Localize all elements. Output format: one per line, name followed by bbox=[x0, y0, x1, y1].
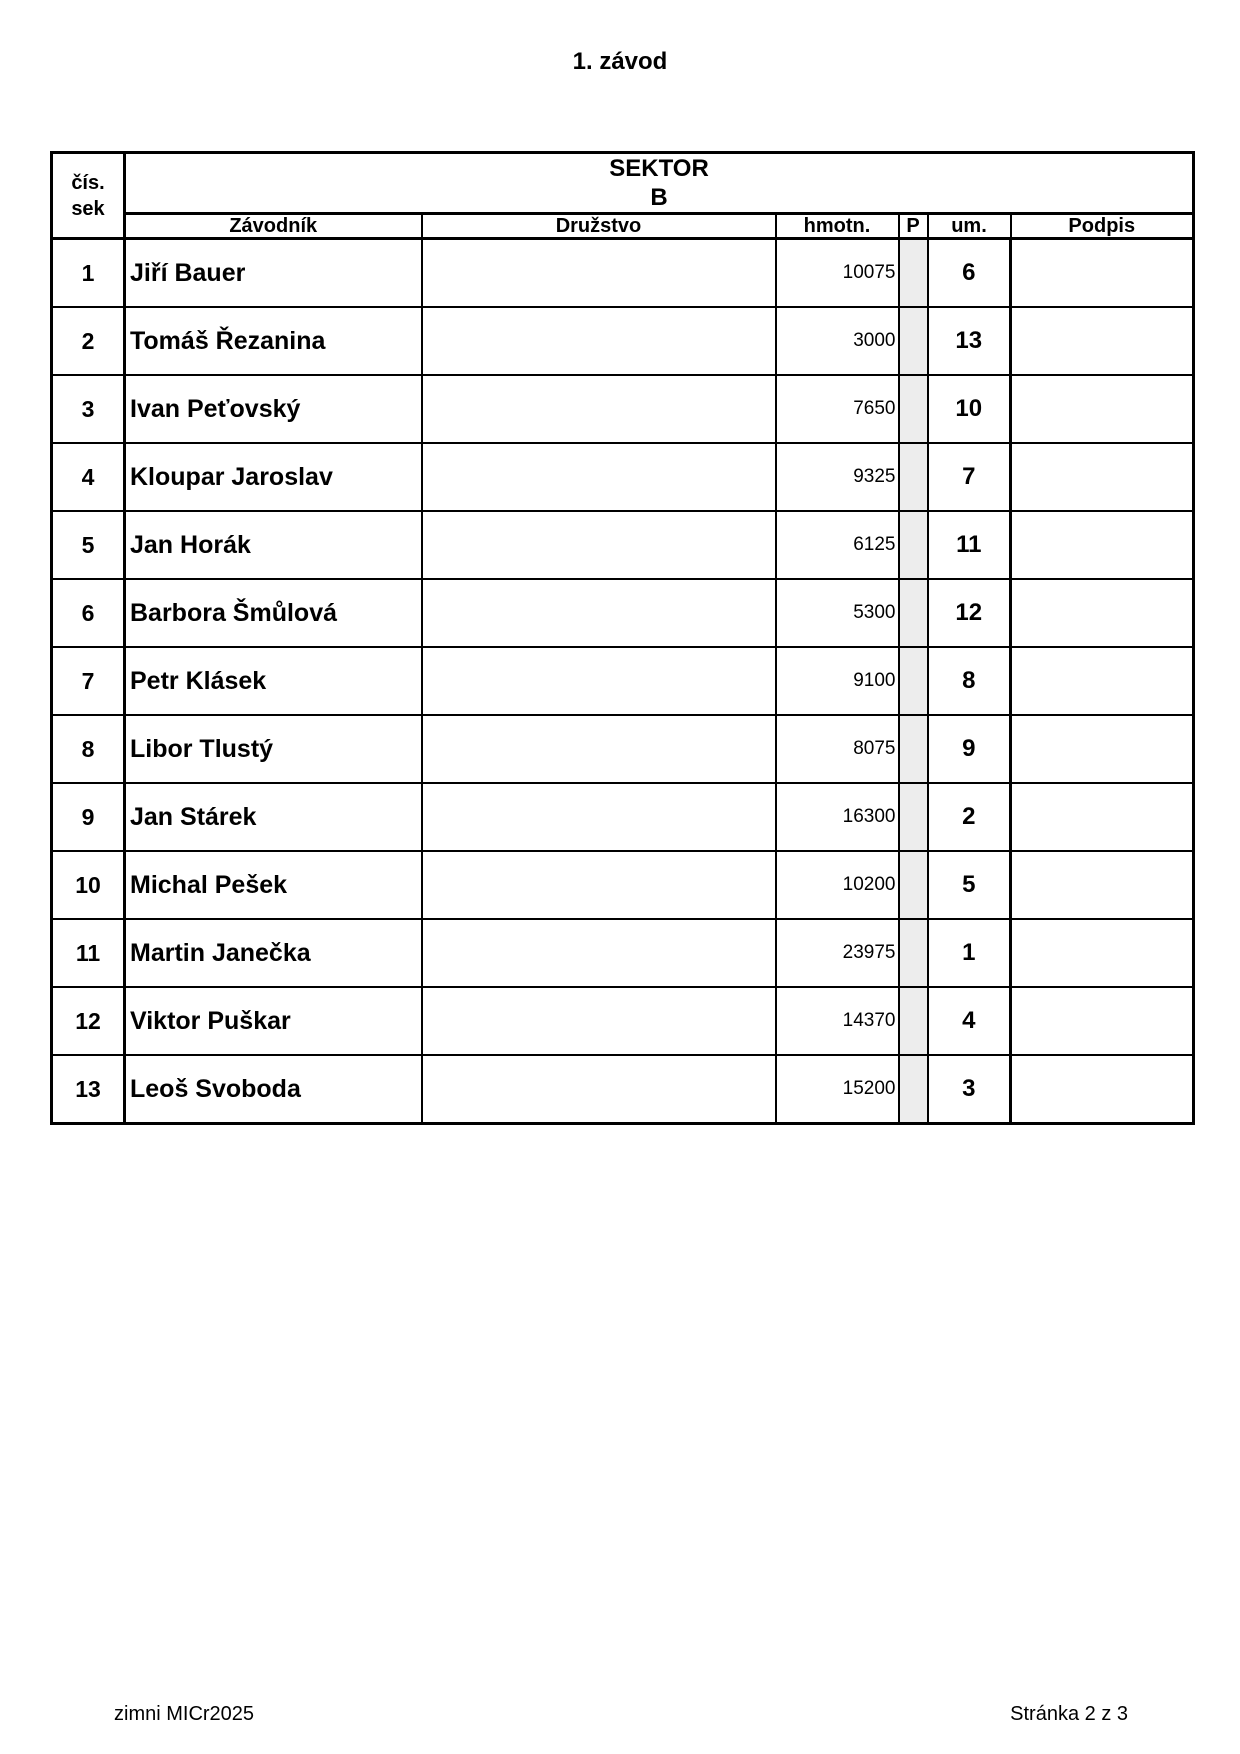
weight-cell: 8075 bbox=[776, 715, 899, 783]
penalty-cell bbox=[899, 987, 928, 1055]
rank-cell: 8 bbox=[928, 647, 1011, 715]
competitor-name-cell: Viktor Puškar bbox=[125, 987, 422, 1055]
sector-header-label: SEKTOR bbox=[609, 155, 709, 182]
weight-cell: 5300 bbox=[776, 579, 899, 647]
table-row bbox=[52, 511, 1194, 579]
weight-cell: 7650 bbox=[776, 375, 899, 443]
penalty-cell bbox=[899, 579, 928, 647]
sector-number-cell: 6 bbox=[52, 579, 125, 647]
signature-cell bbox=[1011, 511, 1194, 579]
rank-cell: 10 bbox=[928, 375, 1011, 443]
rank-cell: 2 bbox=[928, 783, 1011, 851]
team-cell bbox=[422, 307, 776, 375]
sector-number-cell: 1 bbox=[52, 239, 125, 308]
results-body bbox=[52, 239, 1194, 1124]
column-header-competitor: Závodník bbox=[125, 214, 422, 239]
sector-number-header bbox=[52, 153, 125, 239]
table-row bbox=[52, 307, 1194, 375]
table-row bbox=[52, 851, 1194, 919]
weight-cell: 14370 bbox=[776, 987, 899, 1055]
table-row bbox=[52, 579, 1194, 647]
rank-cell: 4 bbox=[928, 987, 1011, 1055]
signature-cell bbox=[1011, 375, 1194, 443]
weight-cell: 9100 bbox=[776, 647, 899, 715]
signature-cell bbox=[1011, 579, 1194, 647]
penalty-cell bbox=[899, 307, 928, 375]
penalty-cell bbox=[899, 239, 928, 308]
penalty-cell bbox=[899, 1055, 928, 1124]
page-title: 1. závod bbox=[572, 48, 668, 75]
sector-number-cell: 4 bbox=[52, 443, 125, 511]
signature-cell bbox=[1011, 307, 1194, 375]
competitor-name-cell: Kloupar Jaroslav bbox=[125, 443, 422, 511]
signature-cell bbox=[1011, 443, 1194, 511]
signature-cell bbox=[1011, 1055, 1194, 1124]
rank-cell: 13 bbox=[928, 307, 1011, 375]
penalty-cell bbox=[899, 715, 928, 783]
weight-cell: 16300 bbox=[776, 783, 899, 851]
rank-cell: 3 bbox=[928, 1055, 1011, 1124]
competitor-name-cell: Libor Tlustý bbox=[125, 715, 422, 783]
sector-number-cell: 7 bbox=[52, 647, 125, 715]
weight-cell: 10200 bbox=[776, 851, 899, 919]
rank-cell: 12 bbox=[928, 579, 1011, 647]
table-row bbox=[52, 919, 1194, 987]
competitor-name-cell: Leoš Svoboda bbox=[125, 1055, 422, 1124]
team-cell bbox=[422, 579, 776, 647]
footer-page-number: Stránka 2 z 3 bbox=[1010, 1703, 1128, 1725]
competitor-name-cell: Jiří Bauer bbox=[125, 239, 422, 308]
penalty-cell bbox=[899, 647, 928, 715]
column-header-signature: Podpis bbox=[1011, 214, 1194, 239]
team-cell bbox=[422, 783, 776, 851]
weight-cell: 23975 bbox=[776, 919, 899, 987]
table-row bbox=[52, 239, 1194, 308]
sector-number-header-line1: čís. bbox=[71, 171, 105, 194]
signature-cell bbox=[1011, 987, 1194, 1055]
sector-number-cell: 13 bbox=[52, 1055, 125, 1124]
weight-cell: 15200 bbox=[776, 1055, 899, 1124]
team-cell bbox=[422, 511, 776, 579]
signature-cell bbox=[1011, 239, 1194, 308]
sector-number-cell: 10 bbox=[52, 851, 125, 919]
sector-number-cell: 11 bbox=[52, 919, 125, 987]
competitor-name-cell: Petr Klásek bbox=[125, 647, 422, 715]
sector-number-header-line2: sek bbox=[71, 197, 105, 220]
table-row bbox=[52, 443, 1194, 511]
sector-number-cell: 9 bbox=[52, 783, 125, 851]
competitor-name-cell: Martin Janečka bbox=[125, 919, 422, 987]
penalty-cell bbox=[899, 375, 928, 443]
signature-cell bbox=[1011, 647, 1194, 715]
sector-header bbox=[125, 153, 1194, 214]
sector-number-cell: 5 bbox=[52, 511, 125, 579]
weight-cell: 10075 bbox=[776, 239, 899, 308]
rank-cell: 7 bbox=[928, 443, 1011, 511]
results-table bbox=[50, 151, 1195, 1125]
table-row bbox=[52, 375, 1194, 443]
column-header-team: Družstvo bbox=[422, 214, 776, 239]
signature-cell bbox=[1011, 783, 1194, 851]
column-header-rank: um. bbox=[928, 214, 1011, 239]
team-cell bbox=[422, 1055, 776, 1124]
team-cell bbox=[422, 443, 776, 511]
sector-header-letter: B bbox=[650, 184, 668, 211]
penalty-cell bbox=[899, 851, 928, 919]
weight-cell: 3000 bbox=[776, 307, 899, 375]
column-header-weight: hmotn. bbox=[776, 214, 899, 239]
penalty-cell bbox=[899, 443, 928, 511]
rank-cell: 5 bbox=[928, 851, 1011, 919]
competitor-name-cell: Barbora Šmůlová bbox=[125, 579, 422, 647]
rank-cell: 11 bbox=[928, 511, 1011, 579]
competitor-name-cell: Jan Stárek bbox=[125, 783, 422, 851]
sector-number-cell: 2 bbox=[52, 307, 125, 375]
team-cell bbox=[422, 647, 776, 715]
competitor-name-cell: Tomáš Řezanina bbox=[125, 307, 422, 375]
rank-cell: 9 bbox=[928, 715, 1011, 783]
table-row bbox=[52, 987, 1194, 1055]
weight-cell: 9325 bbox=[776, 443, 899, 511]
competitor-name-cell: Michal Pešek bbox=[125, 851, 422, 919]
penalty-cell bbox=[899, 511, 928, 579]
signature-cell bbox=[1011, 715, 1194, 783]
sector-number-cell: 3 bbox=[52, 375, 125, 443]
table-row bbox=[52, 783, 1194, 851]
penalty-cell bbox=[899, 783, 928, 851]
weight-cell: 6125 bbox=[776, 511, 899, 579]
team-cell bbox=[422, 715, 776, 783]
rank-cell: 1 bbox=[928, 919, 1011, 987]
competitor-name-cell: Ivan Peťovský bbox=[125, 375, 422, 443]
table-row bbox=[52, 647, 1194, 715]
table-row bbox=[52, 715, 1194, 783]
signature-cell bbox=[1011, 851, 1194, 919]
penalty-cell bbox=[899, 919, 928, 987]
sector-number-cell: 12 bbox=[52, 987, 125, 1055]
team-cell bbox=[422, 239, 776, 308]
column-header-penalty: P bbox=[899, 214, 928, 239]
sector-number-cell: 8 bbox=[52, 715, 125, 783]
signature-cell bbox=[1011, 919, 1194, 987]
team-cell bbox=[422, 919, 776, 987]
table-row bbox=[52, 1055, 1194, 1124]
team-cell bbox=[422, 375, 776, 443]
competitor-name-cell: Jan Horák bbox=[125, 511, 422, 579]
team-cell bbox=[422, 851, 776, 919]
rank-cell: 6 bbox=[928, 239, 1011, 308]
team-cell bbox=[422, 987, 776, 1055]
footer-document-name: zimni MICr2025 bbox=[114, 1703, 255, 1725]
